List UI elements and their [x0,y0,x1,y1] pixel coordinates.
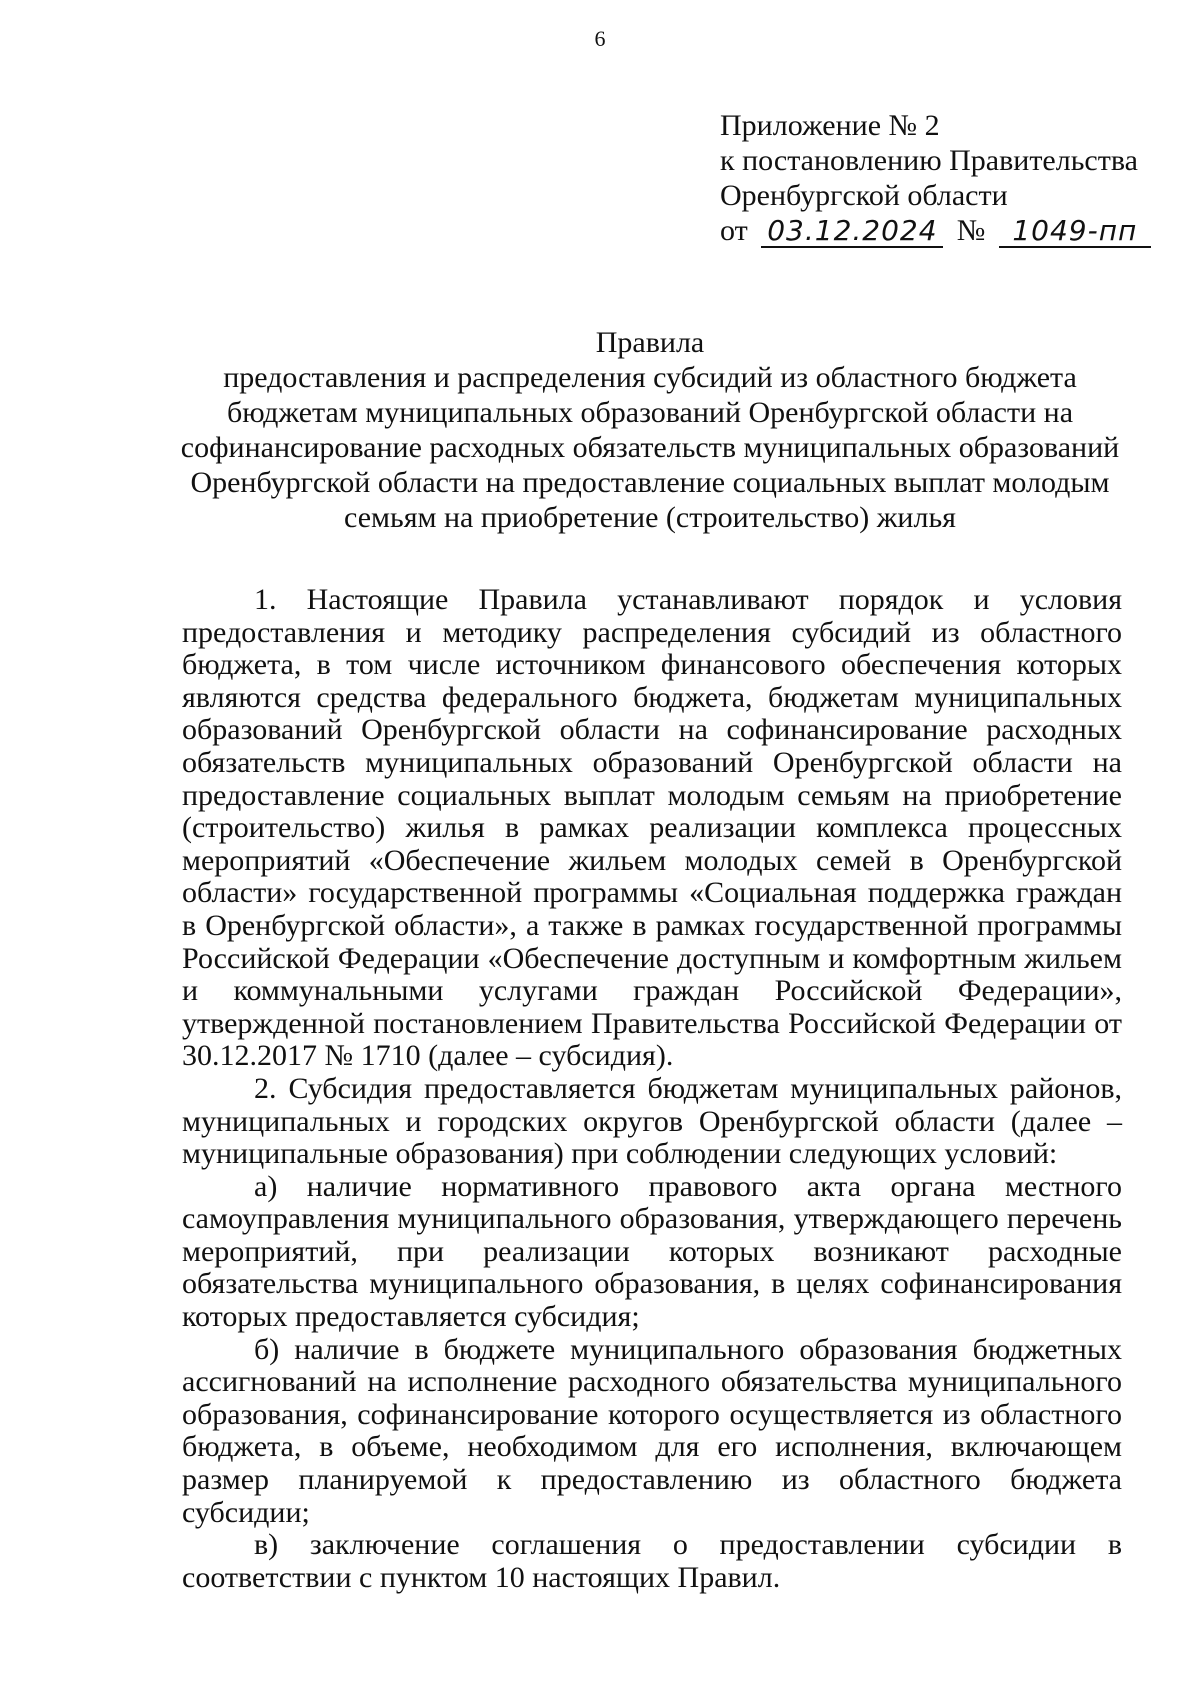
from-label: от [720,214,748,247]
approval-number: 1049-пп [999,216,1151,248]
approval-date: 03.12.2024 [761,216,943,248]
approval-line-1: Приложение № 2 [720,109,940,142]
title-line: предоставления и распределения субсидий из областного бюджета [223,361,1077,394]
title-line: семьям на приобретение (строительство) жилья [344,501,956,534]
title-line: Оренбургской области на предоставление социальных выплат молодым [190,466,1110,499]
title-heading: Правила [595,326,705,359]
approval-line-2: к постановлению Правительства [720,144,1138,177]
paragraph-2b: б) наличие в бюджете муниципального образования бюджетных ассигнований на исполнение расходного обязательства муниципального образования, софинансирование которого осуществляется из областного бюджета, в объеме, необходимом для его исполнения, включающем размер планируемой к предоставлению из областного бюджета субсидии; [182,1332,1122,1529]
page-number: 6 [594,26,606,51]
paragraph-2a: а) наличие нормативного правового акта органа местного самоуправления муниципального образования, утверждающего перечень мероприятий, при реализации которых возникают расходные обязательства муниципального образования, в целях софинансирования которых предоставляется субсидия; [182,1169,1122,1334]
title-line: бюджетам муниципальных образований Оренбургской области на [226,396,1074,429]
paragraph-2c: в) заключение соглашения о предоставлении субсидии в соответствии с пунктом 10 настоящих Правил. [182,1528,1122,1594]
approval-line-3: Оренбургской области [720,179,1008,212]
paragraph-1: 1. Настоящие Правила устанавливают порядок и условия предоставления и методику распределения субсидий из областного бюджета, в том числе источником финансового обеспечения которых являются средства федерального бюджета, бюджетам муниципальных образований Оренбургской области на софинансирование расходных обязательств муниципальных образований Оренбургской области на предоставление социальных выплат молодым семьям на приобретение (строительство) жилья в рамках реализации комплекса процессных мероприятий «Обеспечение жильем молодых семей в Оренбургской области» государственной программы «Социальная поддержка граждан в Оренбургской области», а также в рамках государственной программы Российской Федерации «Обеспечение доступным и комфортным жильем и коммунальными услугами граждан Российской Федерации», утвержденной постановлением Правительства Российской Федерации от 30.12.2017 № 1710 (далее – субсидия). [182,583,1122,1073]
number-label: № [956,214,986,247]
approval-date-line [720,213,1140,248]
document-body [182,584,1122,1594]
title-line: софинансирование расходных обязательств муниципальных образований [180,431,1120,464]
paragraph-2: 2. Субсидия предоставляется бюджетам муниципальных районов, муниципальных и городских округов Оренбургской области (далее – муниципальные образования) при соблюдении следующих условий: [182,1071,1122,1171]
document-title [170,325,1130,535]
approval-block [720,108,1140,248]
